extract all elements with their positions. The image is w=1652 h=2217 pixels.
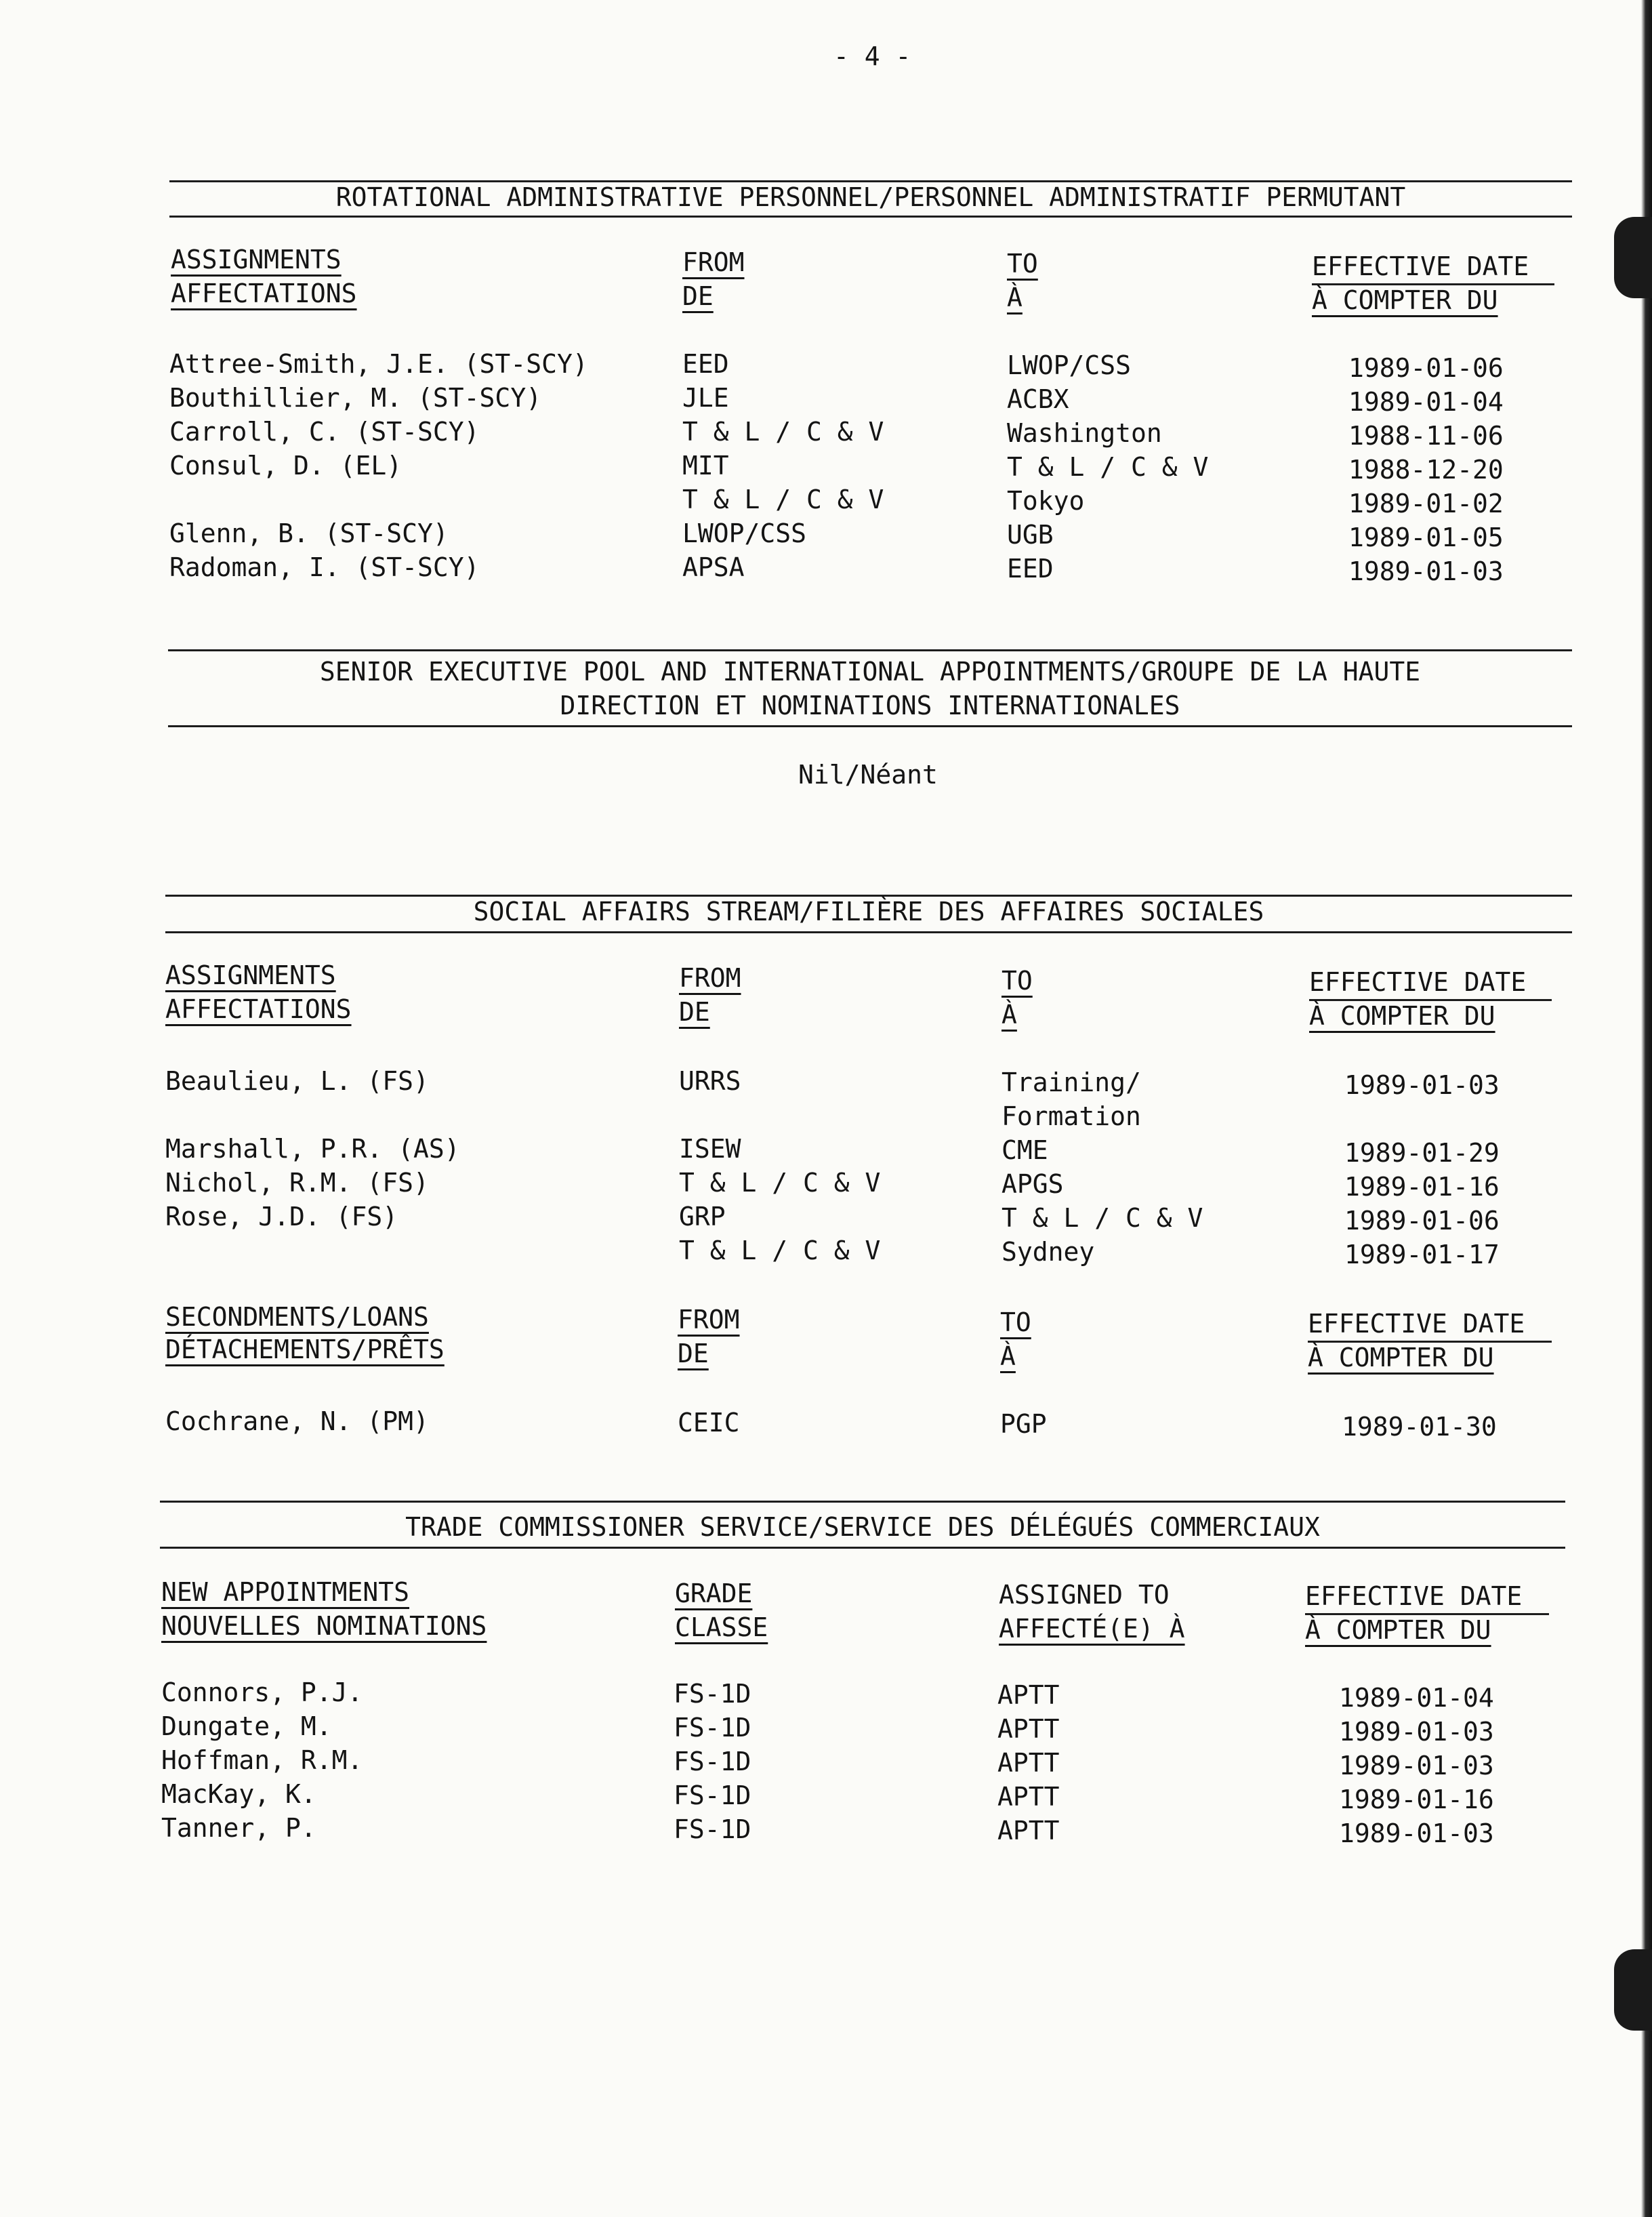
- header-de: DE: [682, 281, 714, 311]
- section-title-rotational: ROTATIONAL ADMINISTRATIVE PERSONNEL/PERSONNEL ADMINISTRATIF PERMUTANT: [335, 182, 1406, 212]
- row-assigned-to: APTT: [997, 1680, 1060, 1710]
- header-nouvelles-nominations: NOUVELLES NOMINATIONS: [161, 1611, 487, 1641]
- row-from: JLE: [682, 383, 729, 413]
- row-to: APGS: [1001, 1169, 1064, 1199]
- row-date: 1989-01-16: [1344, 1172, 1500, 1202]
- header-from: FROM: [682, 247, 745, 277]
- row-date: 1989-01-29: [1344, 1138, 1500, 1168]
- section-rule-bottom: [160, 1547, 1565, 1549]
- row-name: Attree-Smith, J.E. (ST-SCY): [169, 349, 588, 379]
- row-name: Connors, P.J.: [161, 1677, 363, 1707]
- header-de: DE: [679, 997, 710, 1027]
- header-a: À: [1007, 283, 1023, 312]
- section-rule-bottom: [168, 725, 1572, 727]
- row-from: T & L / C & V: [679, 1236, 881, 1265]
- row-assigned-to: APTT: [997, 1748, 1060, 1778]
- row-grade: FS-1D: [674, 1781, 751, 1810]
- page-number: - 4 -: [833, 41, 911, 71]
- row-assigned-to: APTT: [997, 1816, 1060, 1846]
- section-rule-bottom: [169, 216, 1572, 218]
- row-date: 1989-01-03: [1339, 1818, 1494, 1848]
- row-from: APSA: [682, 552, 745, 582]
- header-affectations: AFFECTATIONS: [171, 279, 357, 308]
- row-to: PGP: [1000, 1409, 1047, 1439]
- row-date: 1989-01-06: [1348, 353, 1504, 383]
- row-from: T & L / C & V: [679, 1168, 881, 1198]
- binder-clip-top: [1614, 217, 1652, 298]
- row-date: 1989-01-04: [1348, 387, 1504, 417]
- row-name: MacKay, K.: [161, 1779, 316, 1809]
- section-rule-top: [168, 649, 1572, 651]
- row-to: Tokyo: [1007, 486, 1085, 516]
- header-a-compter-du: À COMPTER DU: [1312, 285, 1498, 315]
- row-to: Sydney: [1001, 1237, 1095, 1267]
- row-to: LWOP/CSS: [1007, 350, 1132, 380]
- header-effective-date: EFFECTIVE DATE: [1308, 1309, 1525, 1339]
- row-from: T & L / C & V: [682, 417, 884, 447]
- row-to: UGB: [1007, 520, 1054, 550]
- row-to-continued: Formation: [1001, 1101, 1141, 1131]
- row-from: T & L / C & V: [682, 485, 884, 514]
- row-date: 1989-01-03: [1344, 1070, 1500, 1100]
- row-grade: FS-1D: [674, 1679, 751, 1709]
- row-to: Washington: [1007, 418, 1162, 448]
- header-detachements: DÉTACHEMENTS/PRÊTS: [165, 1335, 445, 1364]
- header-effective-date: EFFECTIVE DATE: [1309, 967, 1527, 997]
- header-assigned-to: ASSIGNED TO: [999, 1580, 1170, 1610]
- row-assigned-to: APTT: [997, 1714, 1060, 1744]
- header-to: TO: [1001, 966, 1033, 996]
- section-title-social: SOCIAL AFFAIRS STREAM/FILIÈRE DES AFFAIRES SOCIALES: [473, 897, 1264, 927]
- row-name: Dungate, M.: [161, 1711, 332, 1741]
- row-to: Training/: [1001, 1067, 1141, 1097]
- section-title-senior-line2: DIRECTION ET NOMINATIONS INTERNATIONALES: [560, 691, 1180, 720]
- row-grade: FS-1D: [674, 1747, 751, 1776]
- row-name: Cochrane, N. (PM): [165, 1406, 429, 1436]
- binding-edge: [1641, 0, 1652, 2217]
- row-date: 1989-01-04: [1339, 1683, 1494, 1713]
- row-from: CEIC: [678, 1408, 740, 1438]
- row-date: 1989-01-30: [1342, 1412, 1497, 1442]
- row-date: 1989-01-03: [1348, 556, 1504, 586]
- row-from: ISEW: [679, 1134, 741, 1164]
- row-from: GRP: [679, 1202, 726, 1232]
- header-classe: CLASSE: [675, 1612, 768, 1642]
- row-to: EED: [1007, 554, 1054, 584]
- row-to: T & L / C & V: [1001, 1203, 1203, 1233]
- row-from: MIT: [682, 451, 729, 481]
- row-from: URRS: [679, 1066, 741, 1096]
- row-name: Marshall, P.R. (AS): [165, 1134, 460, 1164]
- header-affecte-a: AFFECTÉ(E) À: [999, 1614, 1185, 1644]
- header-a: À: [1001, 1000, 1017, 1030]
- row-grade: FS-1D: [674, 1814, 751, 1844]
- header-new-appointments: NEW APPOINTMENTS: [161, 1577, 410, 1607]
- row-name: Tanner, P.: [161, 1813, 316, 1843]
- header-grade: GRADE: [675, 1579, 753, 1608]
- header-from: FROM: [678, 1305, 740, 1335]
- header-from: FROM: [679, 963, 741, 993]
- header-effective-date: EFFECTIVE DATE: [1305, 1581, 1523, 1611]
- header-effective-date: EFFECTIVE DATE: [1312, 251, 1529, 281]
- section-title-senior-line1: SENIOR EXECUTIVE POOL AND INTERNATIONAL APPOINTMENTS/GROUPE DE LA HAUTE: [319, 657, 1421, 687]
- row-date: 1988-11-06: [1348, 421, 1504, 451]
- row-grade: FS-1D: [674, 1713, 751, 1743]
- header-de: DE: [678, 1339, 709, 1368]
- row-name: Radoman, I. (ST-SCY): [169, 552, 480, 582]
- row-name: Hoffman, R.M.: [161, 1745, 363, 1775]
- row-name: Bouthillier, M. (ST-SCY): [169, 383, 542, 413]
- section-rule-top: [160, 1501, 1565, 1503]
- row-date: 1989-01-03: [1339, 1717, 1494, 1747]
- header-to: TO: [1007, 249, 1038, 279]
- row-from: EED: [682, 349, 729, 379]
- row-assigned-to: APTT: [997, 1782, 1060, 1812]
- row-date: 1989-01-06: [1344, 1206, 1500, 1236]
- row-date: 1989-01-02: [1348, 489, 1504, 518]
- row-name: Nichol, R.M. (FS): [165, 1168, 429, 1198]
- header-affectations: AFFECTATIONS: [165, 994, 352, 1024]
- section-rule-bottom: [165, 931, 1572, 933]
- header-a: À: [1000, 1341, 1016, 1371]
- header-secondments: SECONDMENTS/LOANS: [165, 1302, 429, 1332]
- row-date: 1989-01-03: [1339, 1751, 1494, 1781]
- section-title-trade: TRADE COMMISSIONER SERVICE/SERVICE DES DÉLÉGUÉS COMMERCIAUX: [405, 1512, 1320, 1542]
- row-to: CME: [1001, 1135, 1048, 1165]
- row-name: Glenn, B. (ST-SCY): [169, 518, 449, 548]
- header-assignments: ASSIGNMENTS: [171, 245, 342, 274]
- row-to: T & L / C & V: [1007, 452, 1209, 482]
- row-date: 1989-01-16: [1339, 1785, 1494, 1814]
- row-name: Rose, J.D. (FS): [165, 1202, 398, 1232]
- row-name: Beaulieu, L. (FS): [165, 1066, 429, 1096]
- row-from: LWOP/CSS: [682, 518, 807, 548]
- header-a-compter-du: À COMPTER DU: [1309, 1001, 1495, 1031]
- header-to: TO: [1000, 1307, 1031, 1337]
- binder-clip-bottom: [1614, 1949, 1652, 2031]
- row-date: 1989-01-05: [1348, 523, 1504, 552]
- senior-nil-text: Nil/Néant: [798, 760, 938, 790]
- header-a-compter-du: À COMPTER DU: [1308, 1343, 1494, 1372]
- row-date: 1988-12-20: [1348, 455, 1504, 485]
- row-to: ACBX: [1007, 384, 1069, 414]
- row-name: Carroll, C. (ST-SCY): [169, 417, 480, 447]
- header-assignments: ASSIGNMENTS: [165, 960, 336, 990]
- row-date: 1989-01-17: [1344, 1240, 1500, 1269]
- row-name: Consul, D. (EL): [169, 451, 402, 481]
- header-a-compter-du: À COMPTER DU: [1305, 1615, 1491, 1645]
